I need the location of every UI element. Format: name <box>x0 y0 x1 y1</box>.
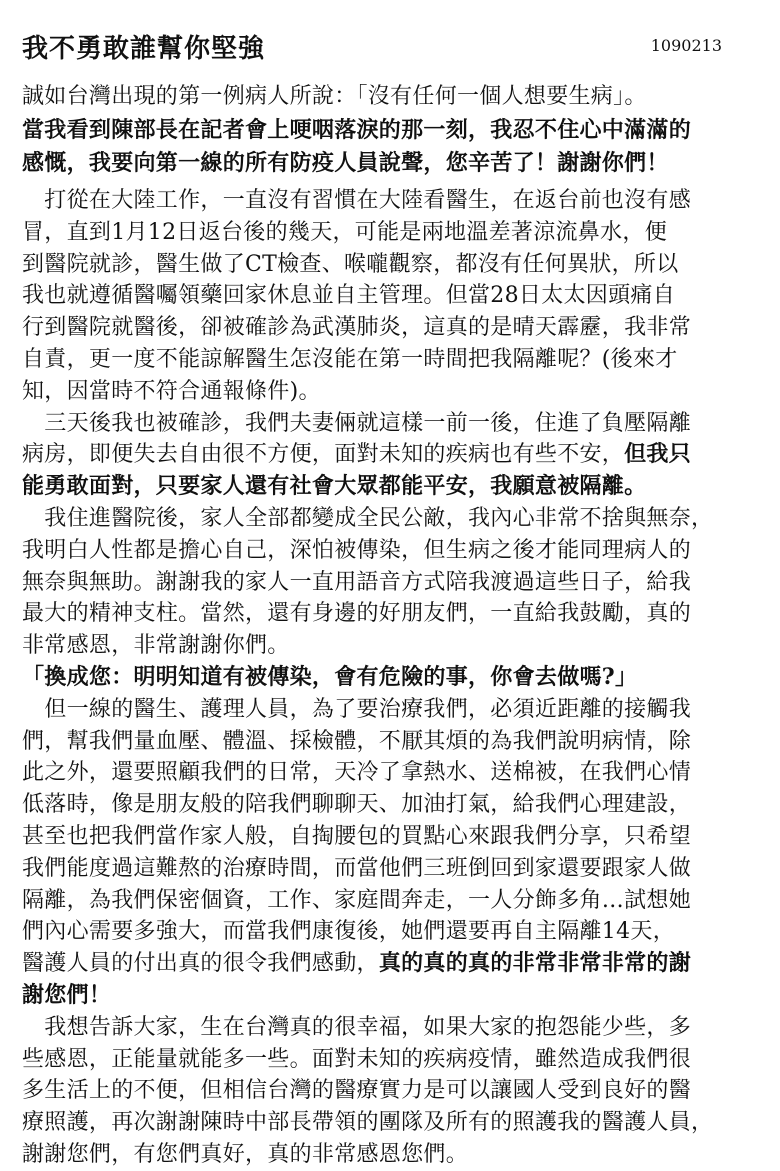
body-line <box>22 725 691 758</box>
line-text: 謝您們！ <box>22 982 112 1008</box>
body-line <box>22 534 691 567</box>
body-line <box>22 915 675 948</box>
line-text: 此之外，還要照顧我們的日常，天冷了拿熱水、送棉被，在我們心情 <box>22 760 692 786</box>
line-text: 療照護，再次謝謝陳時中部長帶領的團隊及所有的照護我的醫護人員， <box>22 1110 714 1136</box>
line-text: 我想告訴大家，生在台灣真的很幸福，如果大家的抱怨能少些，多 <box>22 1014 692 1040</box>
body-line <box>22 629 290 662</box>
line-text: 多生活上的不便，但相信台灣的醫療實力是可以讓國人受到良好的醫 <box>22 1078 692 1104</box>
line-text: 到醫院就診，醫生做了CT檢查、喉嚨觀察，都沒有任何異狀，所以 <box>22 251 679 277</box>
line-text: 最大的精神支柱。當然，還有身邊的好朋友們，一直給我鼓勵，真的 <box>22 601 692 627</box>
line-text: 自責，更一度不能諒解醫生怎沒能在第一時間把我隔離呢？(後來才 <box>22 347 678 372</box>
body-line <box>22 884 691 917</box>
body-line <box>22 566 691 599</box>
document-date: 1090213 <box>650 36 722 55</box>
body-line <box>22 947 691 980</box>
line-text: 無奈與無助。謝謝我的家人一直用語音方式陪我渡過這些日子，給我 <box>22 569 692 595</box>
line-text: 我明白人性都是擔心自己，深怕被傳染，但生病之後才能同理病人的 <box>22 537 692 563</box>
line-text: 們，幫我們量血壓、體溫、採檢體，不厭其煩的為我們說明病情，除 <box>22 728 692 754</box>
body-line <box>22 502 713 535</box>
line-text: 冒，直到1月12日返台後的幾天，可能是兩地溫差著涼流鼻水，便 <box>22 219 667 245</box>
line-text: 些感恩，正能量就能多一些。面對未知的疾病疫情，雖然造成我們很 <box>22 1046 692 1072</box>
intro-line <box>22 114 691 147</box>
body-line <box>22 661 637 694</box>
line-text: 知，因當時不符合通報條件)。 <box>22 378 321 404</box>
line-text: 們內心需要多強大，而當我們康復後，她們還要再自主隔離14天， <box>22 919 675 945</box>
body-line <box>22 216 667 249</box>
line-bold-text: 但我只 <box>624 441 692 468</box>
body-line <box>22 438 691 471</box>
body-line <box>22 597 691 630</box>
body-line <box>22 407 691 440</box>
line-bold-text: 真的真的真的非常非常非常的謝 <box>378 950 692 977</box>
body-line <box>22 375 321 408</box>
body-line <box>22 756 691 789</box>
body-line <box>22 979 111 1012</box>
line-text: 行到醫院就醫後，卻被確診為武漢肺炎，這真的是晴天霹靂，我非常 <box>22 315 692 341</box>
line-text: 低落時，像是朋友般的陪我們聊聊天、加油打氣，給我們心理建設， <box>22 792 692 818</box>
body-line <box>22 1074 691 1107</box>
line-text: 謝謝您們，有您們真好，真的非常感恩您們。 <box>22 1142 469 1167</box>
body-line <box>22 1106 713 1139</box>
body-line <box>22 248 679 281</box>
document-title: 我不勇敢誰幫你堅強 <box>22 34 266 64</box>
body-line <box>22 1138 468 1171</box>
line-text: 病房，即便失去自由很不方便，面對未知的疾病也有些不安， <box>22 442 625 468</box>
body-line <box>22 184 691 217</box>
body-line <box>22 1043 691 1076</box>
line-text: 當我看到陳部長在記者會上哽咽落淚的那一刻，我忍不住心中滿滿的 <box>22 116 692 143</box>
line-text: 但一線的醫生、護理人員，為了要治療我們，必須近距離的接觸我 <box>22 696 692 722</box>
body-line <box>22 788 691 821</box>
intro-line <box>22 147 669 180</box>
line-text: 隔離，為我們保密個資，工作、家庭間奔走，一人分飾多角…試想她 <box>22 887 692 913</box>
body-line <box>22 1011 691 1044</box>
line-text: 三天後我也被確診，我們夫妻倆就這樣一前一後，住進了負壓隔離 <box>22 410 692 436</box>
body-line <box>22 470 646 503</box>
line-text: 我住進醫院後，家人全部都變成全民公敵，我內心非常不捨與無奈， <box>22 506 714 531</box>
line-text: 我也就遵循醫囑領藥回家休息並自主管理。但當28日太太因頭痛自 <box>22 283 675 309</box>
line-text: 我們能度過這難熬的治療時間，而當他們三班倒回到家還要跟家人做 <box>22 855 692 881</box>
line-text: 能勇敢面對，只要家人還有社會大眾都能平安，我願意被隔離。 <box>22 473 647 500</box>
line-text: 感慨，我要向第一線的所有防疫人員說聲，您辛苦了！謝謝你們！ <box>22 150 669 176</box>
line-text: 甚至也把我們當作家人般，自掏腰包的買點心來跟我們分享，只希望 <box>22 824 692 849</box>
body-line <box>22 820 691 853</box>
body-line <box>22 852 691 885</box>
body-line <box>22 343 678 376</box>
body-line <box>22 279 675 312</box>
line-text: 醫護人員的付出真的很令我們感動， <box>22 951 379 977</box>
line-text: 打從在大陸工作，一直沒有習慣在大陸看醫生，在返台前也沒有感 <box>22 188 692 213</box>
intro-line <box>22 80 647 113</box>
body-line <box>22 311 691 344</box>
line-text: 非常感恩，非常謝謝你們。 <box>22 633 290 659</box>
line-text: 誠如台灣出現的第一例病人所說：「沒有任何一個人想要生病」。 <box>22 84 647 109</box>
body-line <box>22 693 691 726</box>
line-text: 「換成您：明明知道有被傳染，會有危險的事，你會去做嗎?」 <box>22 664 638 690</box>
